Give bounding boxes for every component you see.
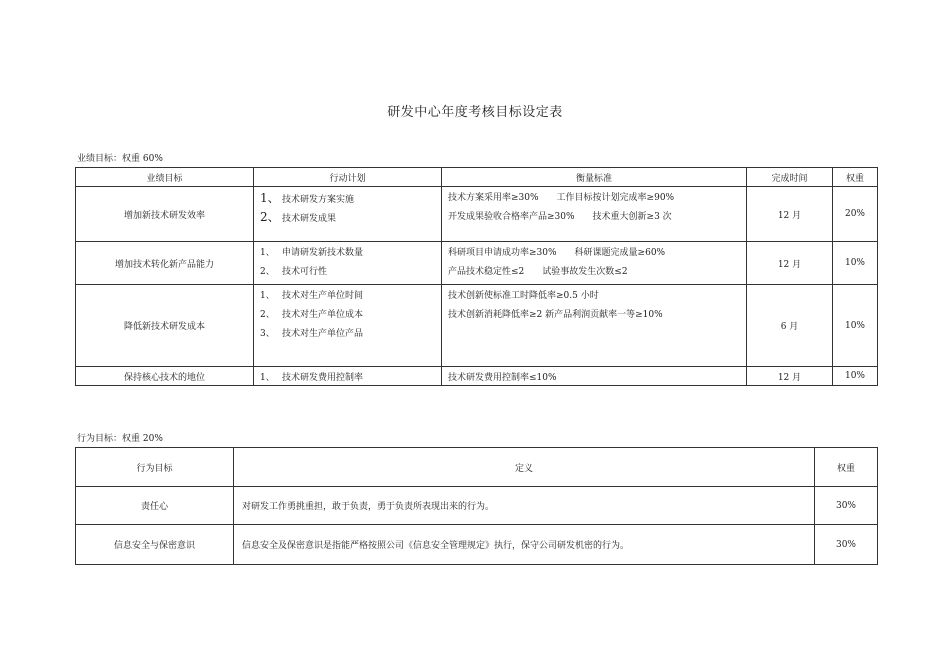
behavior-table	[75, 447, 878, 565]
weight-cell: 10%	[833, 285, 878, 367]
time-cell: 12 月	[747, 367, 833, 386]
measure-cell: 技术方案采用率≥30% 工作目标按计划完成率≥90% 开发成果验收合格率产品≥30% 技术重大创新≥3 次	[442, 187, 747, 242]
table-row	[76, 187, 878, 242]
plan-cell: 1、 申请研发新技术数量 2、 技术可行性	[254, 242, 442, 285]
plan-cell: 1、 技术研发费用控制率	[254, 367, 442, 386]
behavior-weight-cell: 30%	[815, 487, 878, 525]
behavior-goal-cell: 责任心	[76, 487, 234, 525]
measure-cell: 技术研发费用控制率≤10%	[442, 367, 747, 386]
behavior-section-label: 行为目标：权重 20%	[77, 434, 163, 444]
header-measure: 衡量标准	[442, 168, 747, 187]
definition-cell: 信息安全及保密意识是指能严格按照公司《信息安全管理规定》执行，保守公司研发机密的行为。	[234, 525, 815, 565]
goal-cell: 增加新技术研发效率	[76, 187, 254, 242]
goal-cell: 保持核心技术的地位	[76, 367, 254, 386]
behavior-goal-cell: 信息安全与保密意识	[76, 525, 234, 565]
header-definition: 定义	[234, 448, 815, 487]
header-weight: 权重	[833, 168, 878, 187]
plan-cell: 1、 技术研发方案实施 2、 技术研发成果	[254, 187, 442, 242]
time-cell: 12 月	[747, 187, 833, 242]
behavior-header-row	[76, 448, 878, 487]
table-row	[76, 487, 878, 525]
header-goal: 业绩目标	[76, 168, 254, 187]
weight-cell: 10%	[833, 242, 878, 285]
table-row	[76, 367, 878, 386]
page-title: 研发中心年度考核目标设定表	[387, 105, 563, 120]
time-cell: 6 月	[747, 285, 833, 367]
performance-section-label: 业绩目标：权重 60%	[77, 154, 163, 164]
performance-header-row	[76, 168, 878, 187]
header-behavior-goal: 行为目标	[76, 448, 234, 487]
measure-cell: 技术创新使标准工时降低率≥0.5 小时 技术创新消耗降低率≥2 新产品利润贡献率一等≥10%	[442, 285, 747, 367]
time-cell: 12 月	[747, 242, 833, 285]
goal-cell: 增加技术转化新产品能力	[76, 242, 254, 285]
behavior-weight-cell: 30%	[815, 525, 878, 565]
table-row	[76, 242, 878, 285]
definition-cell: 对研发工作勇挑重担，敢于负责，勇于负责所表现出来的行为。	[234, 487, 815, 525]
table-row	[76, 525, 878, 565]
header-behavior-weight: 权重	[815, 448, 878, 487]
performance-table	[75, 167, 878, 386]
weight-cell: 10%	[833, 367, 878, 386]
goal-cell: 降低新技术研发成本	[76, 285, 254, 367]
header-plan: 行动计划	[254, 168, 442, 187]
header-time: 完成时间	[747, 168, 833, 187]
table-row	[76, 285, 878, 367]
weight-cell: 20%	[833, 187, 878, 242]
plan-cell: 1、 技术对生产单位时间 2、 技术对生产单位成本 3、 技术对生产单位产品	[254, 285, 442, 367]
measure-cell: 科研项目申请成功率≥30% 科研课题完成量≥60% 产品技术稳定性≤2 试验事故发生次数≤2	[442, 242, 747, 285]
